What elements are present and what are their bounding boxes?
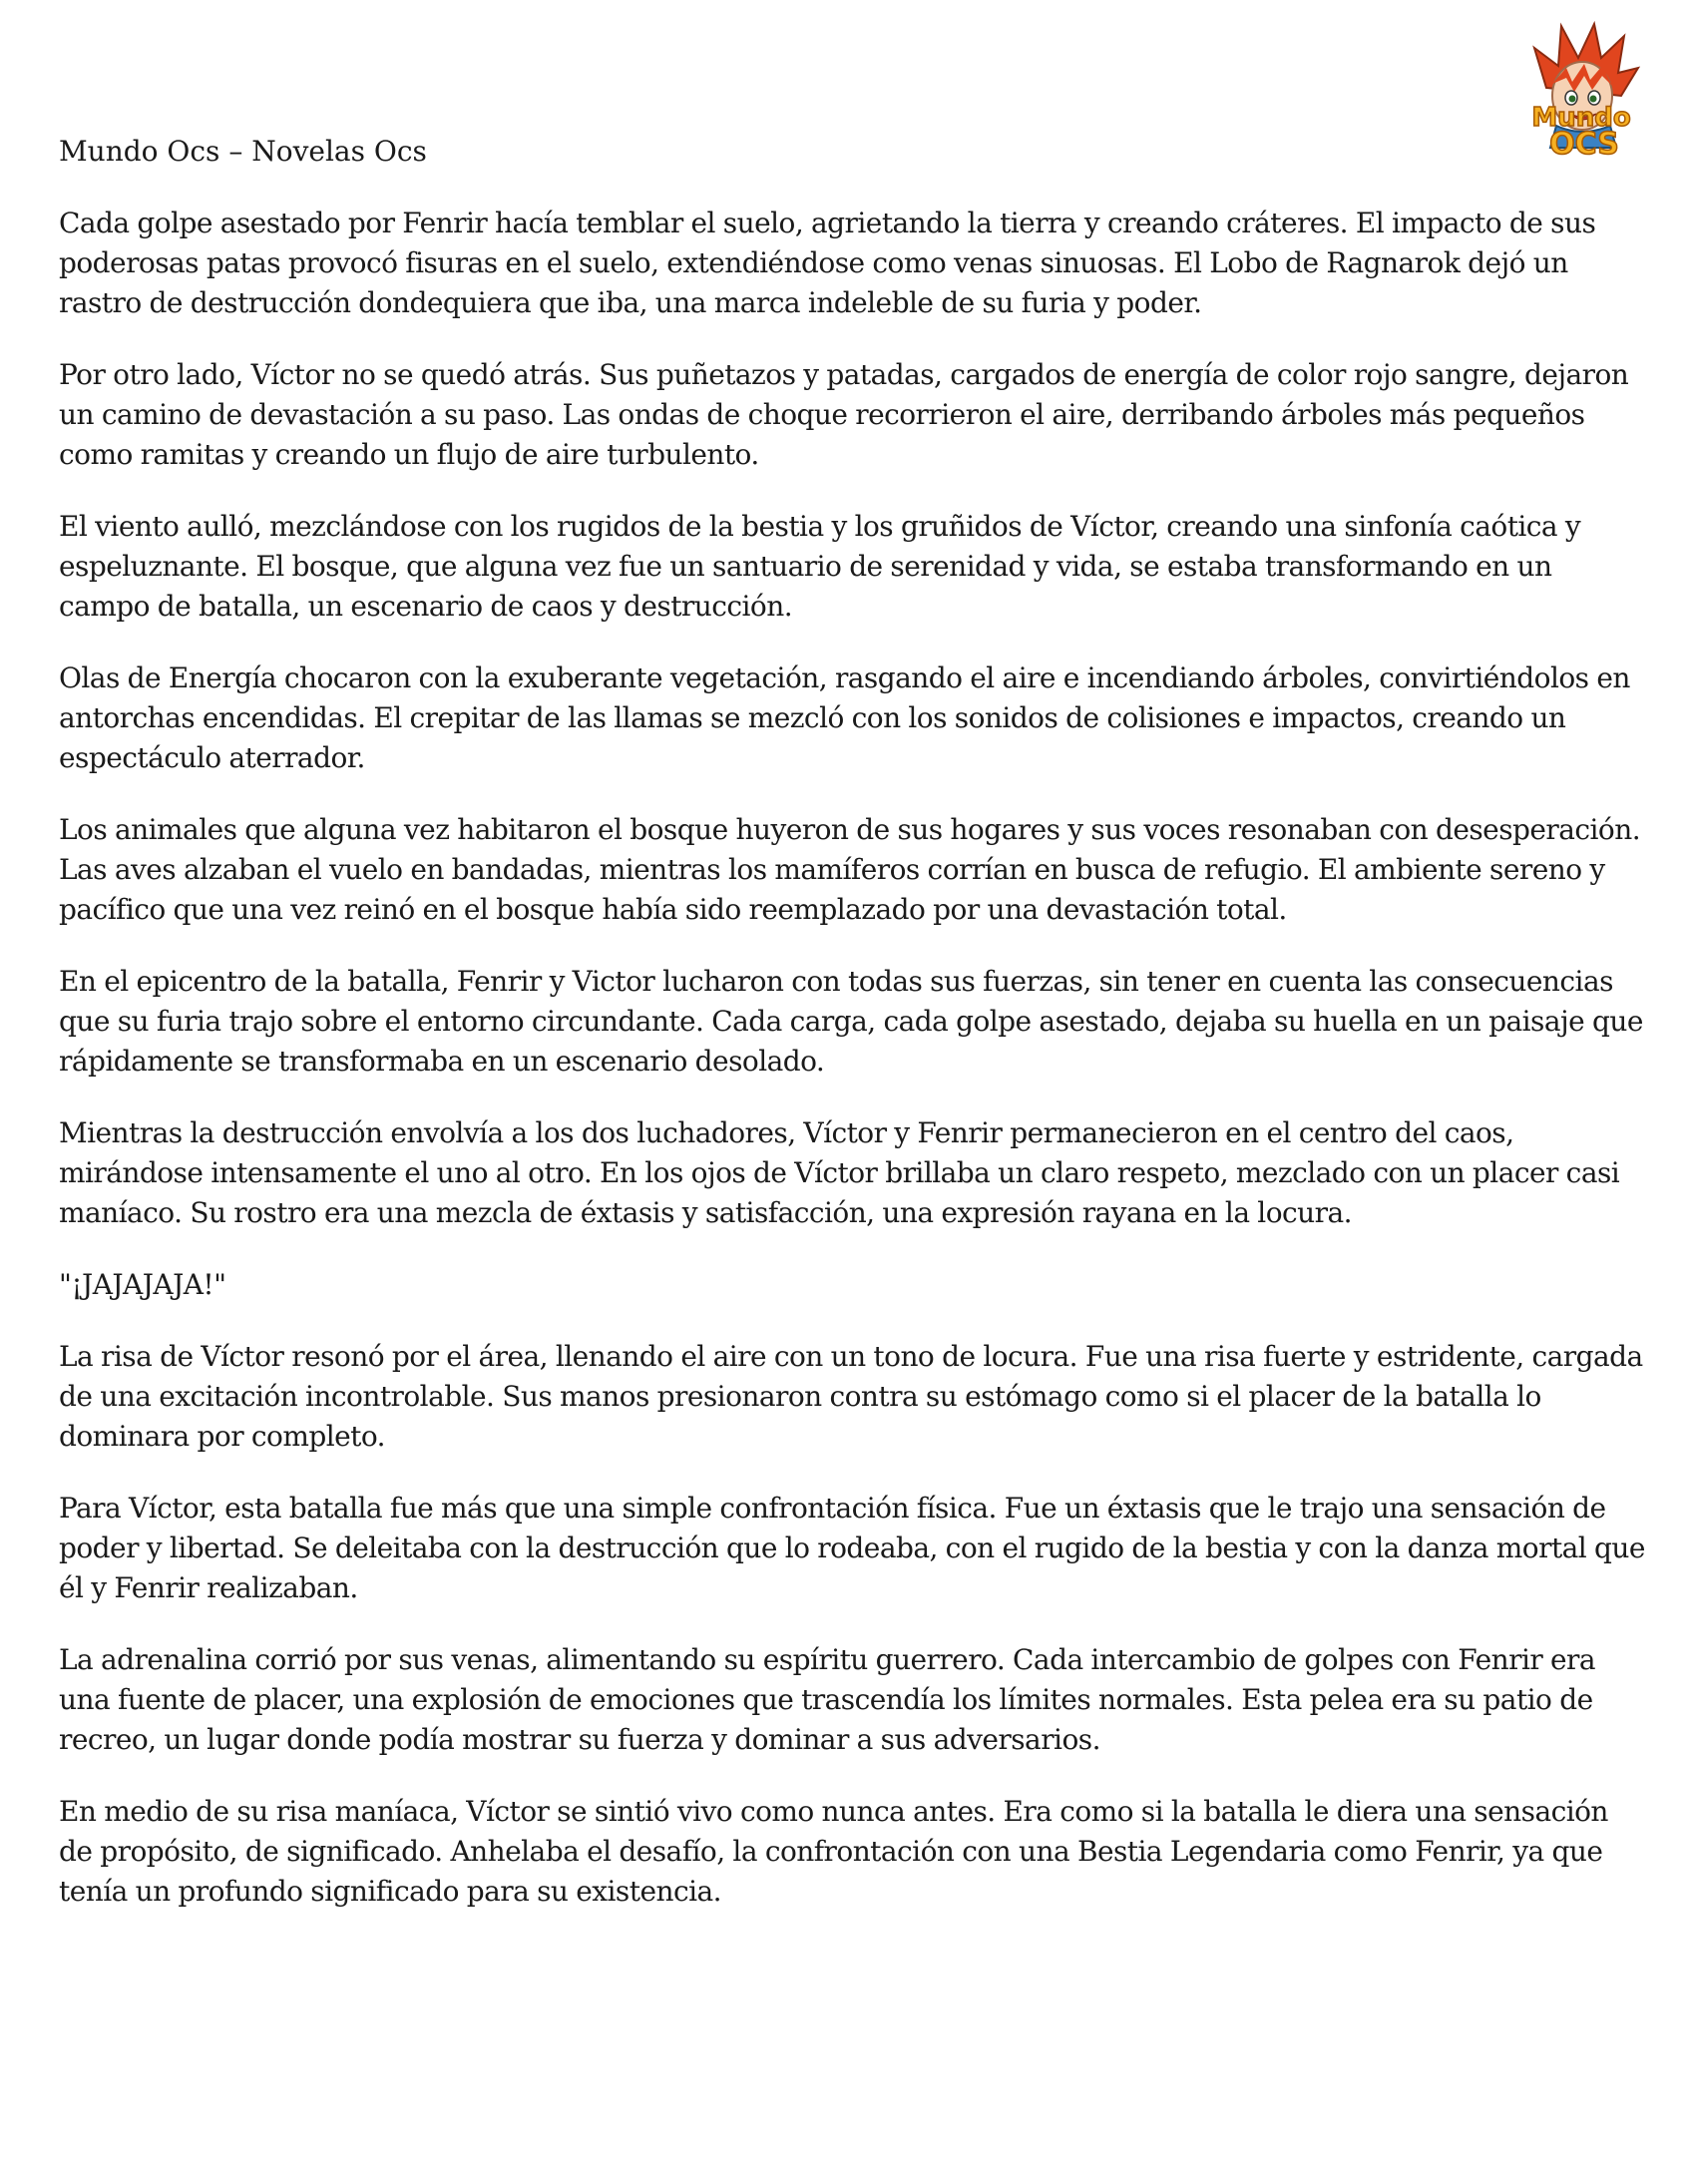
paragraph: Por otro lado, Víctor no se quedó atrás. Sus puñetazos y patadas, cargados de energía de color rojo sangre, dejaron un camino de devastación a su paso. Las ondas de choque recorrieron el aire, derribando árboles más pequeños como ramitas y creando un flujo de aire turbulento. — [59, 358, 1629, 471]
paragraph: Cada golpe asestado por Fenrir hacía temblar el suelo, agrietando la tierra y creando cráteres. El impacto de sus poderosas patas provocó fisuras en el suelo, extendiéndose como venas sinuosas. El Lobo de Ragnarok dejó un rastro de destrucción dondequiera que iba, una marca indeleble de su furia y poder. — [59, 207, 1596, 319]
logo-text-line1: Mundo — [1531, 103, 1631, 133]
paragraph: Para Víctor, esta batalla fue más que una simple confrontación física. Fue un éxtasis que le trajo una sensación de poder y libertad. Se deleitaba con la destrucción que lo rodeaba, con el rugido de la bestia y con la danza mortal que él y Fenrir realizaban. — [59, 1492, 1645, 1604]
logo-icon — [1506, 18, 1656, 168]
paragraph: Los animales que alguna vez habitaron el bosque huyeron de sus hogares y sus voces resonaban con desesperación. Las aves alzaban el vuelo en bandadas, mientras los mamíferos corrían en busca de refugio. El ambiente sereno y pacífico que una vez reinó en el bosque había sido reemplazado por una devastación total. — [59, 813, 1641, 926]
paragraph: En medio de su risa maníaca, Víctor se sintió vivo como nunca antes. Era como si la batalla le diera una sensación de propósito, de significado. Anhelaba el desafío, la confrontación con una Bestia Legendaria como Fenrir, ya que tenía un profundo significado para su existencia. — [59, 1795, 1608, 1908]
page-header: Mundo Ocs – Novelas Ocs — [59, 135, 427, 168]
paragraph: Olas de Energía chocaron con la exuberante vegetación, rasgando el aire e incendiando árboles, convirtiéndolos en antorchas encendidas. El crepitar de las llamas se mezcló con los sonidos de colisiones e impactos, creando un espectáculo aterrador. — [59, 661, 1630, 774]
paragraph: La adrenalina corrió por sus venas, alimentando su espíritu guerrero. Cada intercambio de golpes con Fenrir era una fuente de placer, una explosión de emociones que trascendía los límites normales. Esta pelea era su patio de recreo, un lugar donde podía mostrar su fuerza y dominar a sus adversarios. — [59, 1643, 1596, 1756]
paragraph: El viento aulló, mezclándose con los rugidos de la bestia y los gruñidos de Víctor, creando una sinfonía caótica y espeluznante. El bosque, que alguna vez fue un santuario de serenidad y vida, se estaba transformando en un campo de batalla, un escenario de caos y destrucción. — [59, 510, 1581, 623]
paragraph: La risa de Víctor resonó por el área, llenando el aire con un tono de locura. Fue una risa fuerte y estridente, cargada de una excitación incontrolable. Sus manos presionaron contra su estómago como si el placer de la batalla lo dominara por completo. — [59, 1340, 1643, 1453]
mundo-ocs-logo — [1506, 18, 1656, 168]
paragraph: En el epicentro de la batalla, Fenrir y Victor lucharon con todas sus fuerzas, sin tener en cuenta las consecuencias que su furia trajo sobre el entorno circundante. Cada carga, cada golpe asestado, dejaba su huella en un paisaje que rápidamente se transformaba en un escenario desolado. — [59, 965, 1643, 1078]
document-body — [59, 204, 1645, 1944]
paragraph: Mientras la destrucción envolvía a los dos luchadores, Víctor y Fenrir permanecieron en el centro del caos, mirándose intensamente el uno al otro. En los ojos de Víctor brillaba un claro respeto, mezclado con un placer casi maníaco. Su rostro era una mezcla de éxtasis y satisfacción, una expresión rayana en la locura. — [59, 1116, 1620, 1229]
logo-text-line2: OCS — [1549, 127, 1619, 162]
paragraph: "¡JAJAJAJA!" — [59, 1268, 226, 1301]
